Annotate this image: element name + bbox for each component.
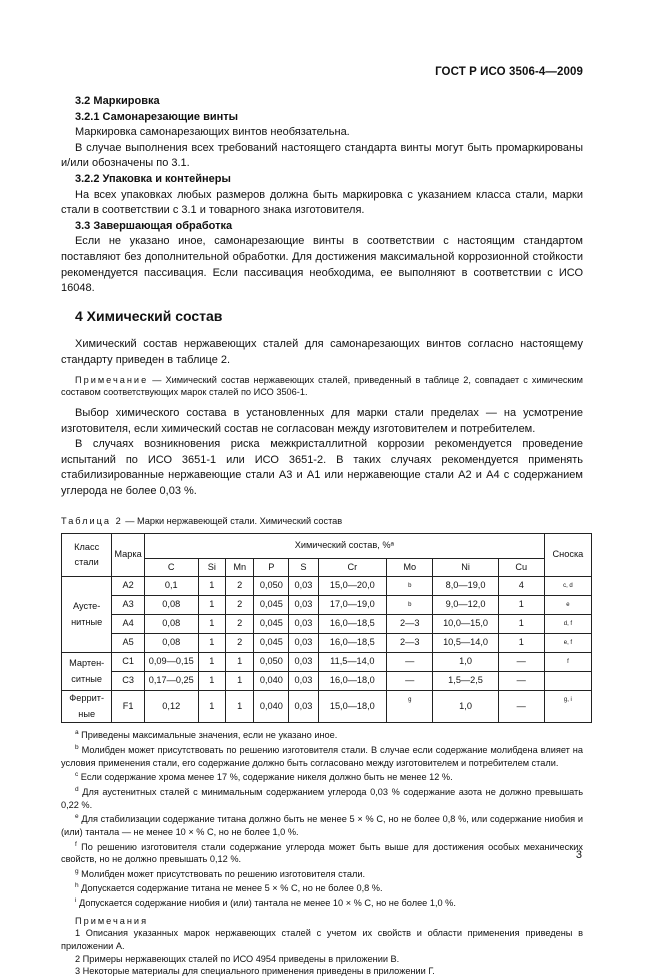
footnote <box>61 866 583 881</box>
composition-cell: 2—3 <box>387 634 433 653</box>
composition-cell: 1,5—2,5 <box>433 672 498 691</box>
composition-cell: 0,03 <box>289 577 318 596</box>
composition-cell: 2 <box>226 615 254 634</box>
composition-cell: 1 <box>498 634 544 653</box>
composition-cell: 2 <box>226 634 254 653</box>
table-header-element: C <box>144 559 198 577</box>
composition-cell: 2—3 <box>387 615 433 634</box>
composition-cell: 1 <box>226 672 254 691</box>
section-3-3-heading: 3.3 Завершающая обработка <box>75 219 233 232</box>
composition-cell: 17,0—19,0 <box>318 596 387 615</box>
footnote <box>61 742 583 769</box>
composition-cell: 1 <box>498 615 544 634</box>
footnote-ref-cell: d, f <box>544 615 591 634</box>
table-header-element: P <box>254 559 289 577</box>
footnote-mark: c <box>75 771 79 779</box>
footnote-text: Допускается содержание ниобия и (или) тантала не менее 10 × % С, но не более 1,0 %. <box>76 898 456 909</box>
composition-cell: 0,03 <box>289 634 318 653</box>
composition-cell: 0,040 <box>254 672 289 691</box>
composition-cell: 2 <box>226 577 254 596</box>
table-row <box>62 615 592 634</box>
composition-cell: 10,5—14,0 <box>433 634 498 653</box>
footnote-text: Для стабилизации содержание титана должно быть не менее 5 × % С, но не более 0,8 %, или содержание ниобия и (или) тантала — не менее 10 × % С, но не более 1,0 %. <box>61 814 583 837</box>
paragraph: Выбор химического состава в установленных для марки стали пределах — на усмотрение изготовителя, если химический состав не согласован между изготовителем и потребителем. <box>61 407 583 435</box>
table-note: 1 Описания указанных марок нержавеющих сталей с учетом их свойств и области применения приведены в приложении А. <box>61 928 583 951</box>
composition-cell: 0,045 <box>254 634 289 653</box>
table-row <box>62 691 592 723</box>
composition-cell: 0,045 <box>254 615 289 634</box>
composition-cell: 0,040 <box>254 691 289 723</box>
grade-cell: C1 <box>112 653 145 672</box>
table-note: 2 Примеры нержавеющих сталей по ИСО 4954 приведены в приложении В. <box>75 953 400 964</box>
composition-cell: — <box>387 653 433 672</box>
composition-cell: 0,09—0,15 <box>144 653 198 672</box>
section-3-2-1-heading: 3.2.1 Самонарезающие винты <box>75 110 239 123</box>
composition-cell: 0,1 <box>144 577 198 596</box>
footnote-mark: f <box>75 840 77 848</box>
composition-cell: 11,5—14,0 <box>318 653 387 672</box>
composition-cell: 4 <box>498 577 544 596</box>
table-footnotes <box>61 727 583 977</box>
composition-cell: 16,0—18,5 <box>318 634 387 653</box>
paragraph: Маркировка самонарезающих винтов необязательна. <box>75 126 350 139</box>
paragraph: Химический состав нержавеющих сталей для самонарезающих винтов согласно настоящему стандарту приведен в таблице 2. <box>61 338 583 366</box>
composition-cell: 1 <box>498 596 544 615</box>
table-header-element: Cr <box>318 559 387 577</box>
composition-cell: 0,03 <box>289 596 318 615</box>
table-row <box>62 653 592 672</box>
table-note: 3 Некоторые материалы для специального применения приведены в приложении Г. <box>75 966 435 977</box>
composition-cell: 0,03 <box>289 691 318 723</box>
footnote-text: Если содержание хрома менее 17 %, содержание никеля должно быть не менее 12 %. <box>78 772 453 783</box>
grade-cell: F1 <box>112 691 145 723</box>
footnote <box>61 895 583 910</box>
page-content <box>61 94 583 978</box>
table-header-footnote: Сноска <box>544 534 591 577</box>
composition-cell: b <box>387 596 433 615</box>
footnote-text: Допускается содержание титана не менее 5 × % С, но не более 0,8 %. <box>78 883 383 894</box>
footnote-ref-cell: c, d <box>544 577 591 596</box>
composition-cell: 0,045 <box>254 596 289 615</box>
composition-cell: 1 <box>198 653 225 672</box>
composition-cell: 0,08 <box>144 634 198 653</box>
composition-cell: 0,050 <box>254 653 289 672</box>
footnote-mark: d <box>75 786 79 793</box>
composition-cell: 1 <box>226 691 254 723</box>
table-header-element: Ni <box>433 559 498 577</box>
footnote-mark: a <box>75 729 79 737</box>
table-caption-text: — Марки нержавеющей стали. Химический состав <box>122 515 343 526</box>
footnote-mark: e <box>75 813 79 821</box>
composition-cell: — <box>498 653 544 672</box>
composition-cell: g <box>387 691 433 723</box>
footnote-text: Приведены максимальные значения, если не указано иное. <box>78 730 338 741</box>
table-caption-label: Таблица 2 <box>61 515 123 526</box>
footnote-mark: h <box>75 882 79 890</box>
footnote-text: Для аустенитных сталей с минимальным содержанием углерода 0,03 % содержание азота не должно превышать 0,22 %. <box>61 787 583 810</box>
composition-cell: 0,03 <box>289 672 318 691</box>
footnote <box>61 839 583 866</box>
composition-cell: 1 <box>198 672 225 691</box>
composition-cell: 1 <box>198 634 225 653</box>
grade-cell: C3 <box>112 672 145 691</box>
composition-cell: 0,03 <box>289 653 318 672</box>
paragraph: В случаях возникновения риска межкристаллитной коррозии рекомендуется проведение испытаний по ИСО 3651-1 или ИСО 3651-2. В таких случаях рекомендуется применять стабилизированные нержавеющие стали А3 и А1 или нержавеющие стали А2 и А4 с содержанием углерода не более 0,03 %. <box>61 438 583 498</box>
table-header-element: S <box>289 559 318 577</box>
paragraph: На всех упаковках любых размеров должна быть маркировка с указанием класса стали, марки стали в соответствии с 3.1 и товарного знака изготовителя. <box>61 188 583 217</box>
table-header-class: Класс стали <box>62 534 112 577</box>
section-3-2-2-heading: 3.2.2 Упаковка и контейнеры <box>75 172 231 185</box>
composition-cell: — <box>387 672 433 691</box>
composition-cell: 15,0—18,0 <box>318 691 387 723</box>
footnote <box>61 880 583 895</box>
composition-cell: 1 <box>198 615 225 634</box>
table-header-grade: Марка <box>112 534 145 577</box>
chemical-composition-table <box>61 533 592 723</box>
footnote <box>61 769 583 784</box>
table-header-element: Cu <box>498 559 544 577</box>
table-caption <box>61 514 583 530</box>
footnote-text: Молибден может присутствовать по решению изготовителя стали. <box>78 868 366 879</box>
table-row <box>62 577 592 596</box>
table-row <box>62 672 592 691</box>
composition-cell: b <box>387 577 433 596</box>
composition-cell: 16,0—18,5 <box>318 615 387 634</box>
steel-class-cell: Мартен-ситные <box>62 653 112 691</box>
footnote-ref-cell: e <box>544 596 591 615</box>
footnote-ref-cell: e, f <box>544 634 591 653</box>
section-3-2-heading: 3.2 Маркировка <box>75 95 160 107</box>
composition-cell: 2 <box>226 596 254 615</box>
composition-cell: 0,050 <box>254 577 289 596</box>
composition-cell: 0,12 <box>144 691 198 723</box>
composition-cell: 1 <box>198 691 225 723</box>
footnote <box>61 811 583 838</box>
document-header: ГОСТ Р ИСО 3506-4—2009 <box>435 66 583 78</box>
footnote-ref-cell: f <box>544 653 591 672</box>
composition-cell: 16,0—18,0 <box>318 672 387 691</box>
table-header-composition: Химический состав, %ᵃ <box>144 534 544 559</box>
composition-cell: 10,0—15,0 <box>433 615 498 634</box>
grade-cell: A2 <box>112 577 145 596</box>
steel-class-cell: Феррит-ные <box>62 691 112 723</box>
composition-cell: 0,17—0,25 <box>144 672 198 691</box>
footnote-ref-cell: g, i <box>544 691 591 723</box>
composition-cell: 1 <box>198 596 225 615</box>
composition-cell: 0,03 <box>289 615 318 634</box>
footnote-mark: b <box>75 744 79 752</box>
note <box>61 374 583 400</box>
composition-cell: 1,0 <box>433 691 498 723</box>
footnote-mark: i <box>75 897 77 905</box>
footnote-mark: g <box>75 867 79 875</box>
table-header-element: Si <box>198 559 225 577</box>
composition-cell: 9,0—12,0 <box>433 596 498 615</box>
composition-cell: 15,0—20,0 <box>318 577 387 596</box>
page-number: 3 <box>575 849 582 861</box>
table-header-element: Mn <box>226 559 254 577</box>
table-row <box>62 634 592 653</box>
footnote-ref-cell <box>544 672 591 691</box>
grade-cell: A3 <box>112 596 145 615</box>
note-label: Примечание <box>75 374 149 385</box>
footnote <box>61 784 583 811</box>
steel-class-cell: Аусте-нитные <box>62 577 112 653</box>
composition-cell: 0,08 <box>144 615 198 634</box>
footnote-text: Молибден может присутствовать по решению изготовителя стали. В случае если содержание молибдена влияет на условия применения стали, его содержание должно быть согласовано между изготовителем и потребителем стали. <box>61 745 583 768</box>
paragraph: Если не указано иное, самонарезающие винты в соответствии с настоящим стандартом поставляют без дополнительной обработки. Для достижения максимальной коррозионной стойкости рекомендуется пассивация. Если пассивация необходима, ее выполняют в соответствии с ИСО 16048. <box>61 235 583 295</box>
section-4-heading: 4 Химический состав <box>75 307 223 324</box>
table-row <box>62 596 592 615</box>
table-header-element: Mo <box>387 559 433 577</box>
footnote <box>61 727 583 742</box>
grade-cell: A5 <box>112 634 145 653</box>
composition-cell: 1,0 <box>433 653 498 672</box>
composition-cell: 8,0—19,0 <box>433 577 498 596</box>
composition-cell: 1 <box>226 653 254 672</box>
paragraph: В случае выполнения всех требований настоящего стандарта винты могут быть промаркированы и/или обозначены по 3.1. <box>61 141 583 170</box>
composition-cell: — <box>498 672 544 691</box>
composition-cell: 0,08 <box>144 596 198 615</box>
grade-cell: A4 <box>112 615 145 634</box>
composition-cell: — <box>498 691 544 723</box>
note-text: — Химический состав нержавеющих сталей, приведенный в таблице 2, совпадает с химическим составом соответствующих марок сталей по ИСО 3506-1. <box>61 374 583 398</box>
notes-heading: Примечания <box>75 915 149 926</box>
footnote-text: По решению изготовителя стали содержание углерода может быть выше для достижения особых механических свойств, но не должно превышать 0,12 %. <box>61 841 583 865</box>
composition-cell: 1 <box>198 577 225 596</box>
